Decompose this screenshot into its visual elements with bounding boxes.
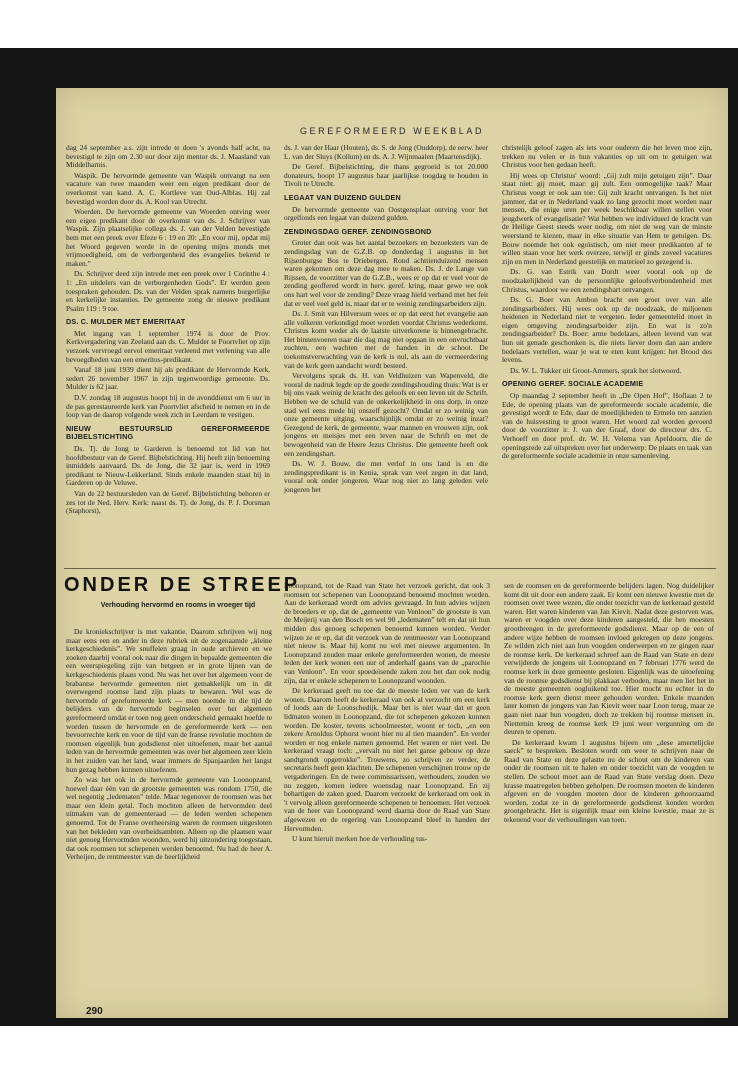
paragraph: Ds. G. van Estrik van Dordt weer vooral ook op de noodzakelijkheid van de persoonlijke geloofsverbondenheid met Christus, waardoor we een zendingshart ontvangen. — [502, 267, 712, 294]
paragraph: Hij wees op Christus' woord: „Gij zult mijn getuigen zijn”. Daar staat niet: gij moet, maar: gij zult. Een onmogelijke taak? Maar Christus voegt er ook aan toe: Gij zult kracht ontvangen. Is het niet jammer, dat er in Nederland vaak zo lang gezocht moet worden naar mensen, die enige uren per week beschikbaar willen stellen voor jeugdwerk of evangelisatie? Wat hebben we individueel de kracht van de Heilige Geest steeds weer nodig, om niet de weg van de minste weerstand te kiezen, maar in elke situatie van Hem te getuigen. Ds. Bouw noemde het ook egoïstisch, om niet meer predikanten af te willen staan voor het werk overzee, terwijl er ginds zoveel vacatures zijn en men in Nederland geestelijk en materieel zo gezegend is. — [502, 170, 712, 266]
paragraph: De kroniekschrijver is met vakantie. Daarom schrijven wij nog maar eens een en ander in deze rubriek uit de zogenaamde „kleine kerkgeschiedenis”. We snuffelen graag in oude archieven en we zoeken daarbij vooral ook naar die dingen in bepaalde gemeenten die een weerspiegeling zijn van hetgeen er in grote lijnen van de kerkgeschiedenis plaats vond. Nu was het over het algemeen voor de brabantse hervormde gemeenten niet gemakkelijk om in dit overwegend roomse land zijn plaats te bewaren. Wel was de hervormde of gereformeerde kerk — men noemde in die tijd de belijders van de hervormde beginselen over het algemeen gereformeerd omdat er toen nog geen onderscheid gemaakt hoefde te worden tussen de hervormde en de gereformeerde kerk — een bevoorrechte kerk en voor de tijd van de franse revolutie mochten de roomsen eigenlijk hun godsdienst niet uitoefenen, maar het aantal leden van de hervormde gemeenten was over het algemeen zeer klein in het zuiden van het land, waar immers de Spanjaarden het langst hun gezag hebben kunnen uitoefenen. — [66, 627, 272, 774]
section-heading: ZENDINGSDAG GEREF. ZENDINGSBOND — [284, 226, 432, 236]
paragraph: dag 24 september a.s. zijn intrede te doen 's avonds half acht, na bevestigd te zijn om 2.30 uur door zijn mentor ds. J. Maasland van Middelharnis. — [66, 143, 270, 170]
paragraph: Ds. Schrijver deed zijn intrede met een preek over 1 Corinthe 4 : 1: „En uitdelers van de verborgenheden Gods”. Er werden geen toespraken gehouden. Ds. van der Velden sprak namens burgerlijke en kerkelijke instanties. De gemeente zong de nieuwe predikant Psalm 119 : 9 toe. — [66, 269, 270, 313]
paragraph: De Geref. Bijbelstichting, die thans gegroeid is tot 20.000 donateurs, hoopt 17 augustus haar jaarlijkse toogdag te houden in Tivoli te Utrecht. — [284, 162, 488, 189]
paragraph: De kerkeraad geeft nu toe dat de meeste leden ver van de kerk wonen. Daarom heeft de kerkeraad van ook al verzocht om een kerk of loods aan de Loonschedijk. Maar het is niet waar dat er geen lidmaten wonen in Loonopzand, die tot schepenen gekozen kunnen worden. De koster, tevens schoolmeester, woont er toch, „en een zekere Arnoldus Ophorst woont hier nu al tien maanden”. En verder worden er nog enkele namen genoemd. Het waren er niet veel. De kerkeraad vraagt toch: „vervalt nu niet het ganse gebouw op deze sandtgrondt opgetrokke”. Trouwens, zo schrijven ze verder, de secretaris heeft geen klachten. De schepenen verschijnen trouw op de vergaderingen. En de twee commissarissen, wethouders, zouden we nu zeggen, komen iedere woensdag naar Loonopzand. En zij behartigen de zaken goed. Daarom verzoekt de kerkeraad om ook in 't vervolg alleen gereformeerde schepenen te benoemen. Het verzoek van de heer van Loonopzand werd daarna door de Raad van State afgewezen en de regering van Loonopzand bleef in handen der Hervormden. — [284, 686, 490, 833]
paragraph: D.V. zondag 18 augustus hoopt hij in de avonddienst om 6 uur in de pas gerestaureerde kerk van Poortvliet afscheid te nemen en in de loop van de daarop volgende week zich in Leerdam te vestigen. — [66, 393, 270, 420]
paragraph: Waspik. De hervormde gemeente van Waspik ontvangt na een vacature van twee maanden weer een eigen predikant door de overkomst van kand. A. C. Kortleve van Oud-Alblas. Hij zal bevestigd worden door ds. A. Kool van Utrecht. — [66, 170, 270, 206]
paragraph: Ds. J. Smit van Hilversum wees er op dat eerst het evangelie aan alle volkeren verkondigd moet worden voordat Christus wederkomt. Christus komt weder als de laatste uitverkorene is binnengebracht. Het binnenvoeren naar die dag mag niet opgaan in een onvruchtbaar zuchten, een wachten met de handen in de schoot. De toekomstverwachting van de kerk is nul, als aan de vermeerdering van de kerk geen aandacht wordt besteed. — [284, 309, 488, 370]
paragraph: Van de 22 bestuursleden van de Geref. Bijbelstichting behoren er zes tot de Ned. Herv. Kerk: naast ds. Tj. de Jong, ds. P. J. Dorsman (Staphorst), — [66, 488, 270, 516]
page-number: 290 — [86, 1006, 103, 1017]
paragraph: Op maandag 2 september heeft in „De Open Hof”, Hoflaan 2 te Ede, de opening plaats van de gereformeerde sociale academie, die gevestigd wordt te Ede, daar de moeilijkheden te Ermelo ten aanzien van de huisvesting te groot waren. Het woord zal worden gevoerd door de voorzitter ir. J. van der Graaf, door de directeur drs. C. Verhoeff en door prof. dr. W. H. Velema van Apeldoorn, die de openingsrede zal uitspreken over het onderwerp: De plaats en taak van de gereformeerde sociale academie in onze samenleving. — [502, 391, 712, 461]
scan-edge-top — [0, 48, 738, 88]
paragraph: Woerden. De hervormde gemeente van Woerden ontving weer een eigen predikant door de overkomst van ds. J. Schrijver van Waspik. Zijn plaatselijke collega ds. J. van der Velden bevestigde hem met een preek over Efeze 6 : 19 en 20: „En voor mij, opdat mij het Woord gegeven worde in de opening mijns monds met vrijmoedigheid, om de verborgenheid des evangelies bekend te maken.” — [66, 207, 270, 268]
column-feature-2 — [284, 582, 490, 846]
paragraph: christelijk geloof zagen als iets voor ouderen die het leven moe zijn, trekken nu velen er in hun vakanties op uit om te getuigen wat Christus voor hen gedaan heeft. — [502, 143, 712, 170]
paragraph: ds. J. van der Haar (Houten), ds. S. de Jong (Ouddorp), de eerw. heer L. van der Sluys (Kollum) en ds. A. J. Wijnmaalen (Maartensdijk). — [284, 143, 488, 161]
section-heading: NIEUW BESTUURSLID GEREFORMEERDE BIJBELSTICHTING — [66, 423, 270, 442]
feature-subtitle: Verhouding hervormd en rooms in vroeger tijd — [100, 602, 256, 609]
paragraph: Ds. W. J. Bouw, die met verlof in ons land is en die zendingspredikant is in Kenia, sprak van veel zegen in dat land, vooral ook onder jongeren. Waar nog niet zo lang geleden vele jongeren het — [284, 459, 488, 494]
newspaper-page — [56, 88, 728, 1018]
paragraph: Vanaf 18 juni 1939 dient hij als predikant de Hervormde Kerk, sedert 26 november 1967 in zijn tegenwoordige gemeente. Ds. Mulder is 62 jaar. — [66, 365, 270, 392]
feature-title: ONDER DE STREEP — [64, 574, 301, 596]
paragraph: De kerkeraad kwam 1 augustus bijeen om „dese amertelijcke saeck” te bespreken. Besloten wordt om weer te schrijven naar de Raad van State en deze gelastte nu de schout om de kinderen van onder de roomsen uit te halen en onder toezicht van de voogden te stellen. De schout moet aan de Raad van State verslag doen. Deze krasse maatregelen hebben geholpen. De roomsen moeten de kinderen afgeven en de voogden moeten door de kinderen gehoorzaamd worden, zodat ze in de gereformeerde godsdienst konden worden grootgebracht. Het is eigenlijk maar een kleine kwestie, maar ze is tekenend voor de verhoudingen van toen. — [504, 737, 714, 825]
column-feature-3 — [504, 582, 714, 827]
column-top-1 — [66, 144, 270, 518]
column-top-2 — [284, 144, 488, 497]
section-heading: DS. C. MULDER MET EMERITAAT — [66, 317, 186, 327]
section-heading: LEGAAT VAN DUIZEND GULDEN — [284, 192, 401, 202]
paragraph: Groter dan ooit was het aantal bezoekers en bezoeksters van de zendingsdag van de G.Z.B. op donderdag 1 augustus in het Rijsenburgse Bos te Driebergen. Rond achttienduizend mensen waren gekomen om deze dag mee te maken. Ds. J. de Lange van Rijssen, de voorzitter van de G.Z.B., wees er op dat er veel voor de zending geoffered wordt in herv. geref. kring, maar gewe we ook ons hart wel voor de zending? Deze vraag hield verband met het feit dat er veel veel geld is, maar dat er te weinig zendingsarbeiders zijn. — [284, 238, 488, 308]
paragraph: sen de roomsen en de gereformeerde belijders lagen. Nog duidelijker komt dit uit door een andere zaak. Er komt een nieuwe kwestie met de roomsen over twee wezen, die onder toezicht van de kerkeraad gesteld waren. Het waren kinderen van Jan Kievit. Nadat deze gestorven was, waren er voogden over deze kinderen aangesteld, die hen moesten grootbrengen in de gereformeerde godsdienst. Maar op de een of andere wijze hebben de roomsen invloed gekregen op deze jongens. Ze wilden zich niet aan hun voogden onderwerpen en ze gingen naar de roomse kerk. De kerkeraad schreef aan de Raad van State en deze verwijderde de jongens uit Loonopzand en 7 februari 1776 werd de roomse kerk in deze gemeente gesloten. Eigenlijk was de uitoefening van de roomse godsdienst bij plakkaat verboden, maar men liet het in de meeste gemeenten oogluikend toe. Hier mocht nu echter in de roomse kerk geen dienst meer gehouden worden. Enkele maanden later komen de jongens van Jan Kievit weer naar Loon terug, maar ze gaan niet naar hun voogden, doch ze trekken bij roomse mensen in. Niettemin kreeg de roomse kerk 19 juni weer vergunning om de deuren te openen. — [504, 581, 714, 737]
scan-edge-right — [728, 48, 738, 1023]
column-feature-1 — [66, 628, 272, 864]
paragraph: Ds. G. Boer van Ambon bracht een groet over van alle zendingsarbeiders. Hij wees ook op de noodzaak, de miljoenen heidenen in Nederland niet te vergeten. Ieder gemeentelid moet in eigen omgeving zendingsarbeider zijn. En wat is zo'n zendingsarbeider? Ds. Boer: arme bedelaars, alleen levend van wat hun uit genade geschonken is, die niets liever doen dan aan andere bedelaars vertellen, waar je wat te eten kunt krijgen: het Brood des levens. — [502, 295, 712, 365]
column-top-3 — [502, 144, 712, 463]
paragraph: Vervolgens sprak ds. H. van Veldhuizen van Wapenveld, die vooral de nadruk legde op de goede zendingshouding thuis: Wat is er bij ons vaak weinig de kracht des geloofs en een leven uit de Schrift. Hebben we de schuld van de onkerkelijkheid in ons dorp, in onze stad wel eens mede bij onszelf gezocht? Omdat er zo weinig van onze gemeente uitging, waarschijnlijk omdat er zo weinig inzat? Gezegend de kerk, de gemeente, waar mannen en vrouwen zijn, ook jongens en meisjes met een leven naar de Schrift en met de bewogenheid van de Heere Jezus Christus. Die gemeente heeft ook een zendingshart. — [284, 371, 488, 458]
scan-edge-bottom — [0, 1018, 738, 1026]
paragraph: U kunt hieruit merken hoe de verhouding tus- — [292, 834, 428, 844]
section-heading: OPENING GEREF. SOCIALE ACADEMIE — [502, 379, 644, 389]
paragraph: Loonopzand, tot de Raad van State het verzoek gericht, dat ook 3 roomsen tot schepenen van Loonopzand benoemd mochten worden. Aan de kerkeraad wordt om advies gevraagd. In hun advies wijzen de broeders er op, dat de „gemeente van Venloon” de grootste is van de Meijerij van den Bosch en wel 90 „ledematen” telt en dat uit hun midden dus genoeg schepenen benoemd kunnen worden. Verder wijzen ze er op, dat dit verzoek van de rentmeester van Loonopzand niet nieuw is. Maar hij komt nu wel met nieuwe argumenten. In Loonopzand zouden maar enkele gereformeerden wonen, de meeste leden der kerk wonen een uur of anderhalf gaans van de „parochie van Venloon”. En voor spoedeisende zaken zou het dan ook nodig zijn, dat er enkele schepenen te Loonopzand woonden. — [284, 581, 490, 685]
paragraph: Ds. W. L. Tukker uit Groot-Ammers, sprak het slotwoord. — [510, 365, 682, 375]
section-divider — [64, 568, 716, 569]
paragraph: De hervormde gemeente van Oostgensplaat ontving voor het orgelfonds een legaat van duizend gulden. — [284, 204, 488, 223]
scan-edge-left — [0, 48, 56, 1023]
paragraph: Zo was het ook in de hervormde gemeente van Loonopzand, hoewel daar één van de grootste gemeenten was rondom 1750, die wel negentig „ledematen” telde. Maar tegenover de roomsen was het maar een klein getal. Toch mochten alleen de hervormden deel uitmaken van de gemeenteraad — de leden werden schepenen genoemd. Tot de Franse overheersing waren de roomsen uitgesloten van het bekleden van overheidsambten. Alleen op die plaatsen waar niet genoeg Hervormden woonden, werd bij uitzondering toegestaan, dat ook roomsen tot schepenen werden benoemd. Nu had de heer A. Verheijen, de rentmeester van de heerlijkheid — [66, 775, 272, 862]
running-head: GEREFORMEERD WEEKBLAD — [299, 126, 485, 136]
paragraph: Ds. Tj. de Jong te Garderen is benoemd tot lid van het hoofdbestuur van de Geref. Bijbelstichting. Hij heeft zijn benoeming inmiddels aanvaard. Ds. de Jong, die 32 jaar is, werd in 1969 predikant te Nieuw-Lekkerland. Sinds enkele maanden staat hij in Garderen op de Veluwe. — [66, 444, 270, 488]
paragraph: Met ingang van 1 september 1974 is door de Prov. Kerkvergadering van Zeeland aan ds. C. Mulder te Poortvliet op zijn verzoek vervroegd eervol emeritaat verleend met verlening van alle bevoegdheden van een emeritus-predikant. — [66, 328, 270, 364]
